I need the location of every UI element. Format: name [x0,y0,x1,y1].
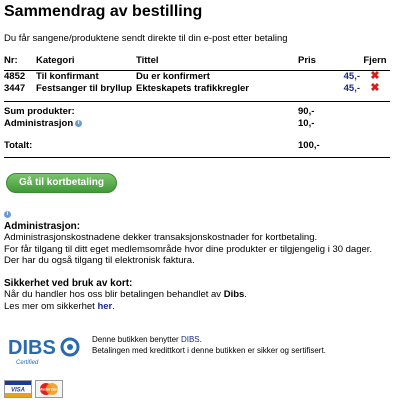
row-nr: 4852 [4,71,26,82]
divider [4,157,390,158]
header-kategori: Kategori [36,55,136,71]
table-header-row [4,55,390,71]
total-row [4,140,390,152]
mastercard-icon [35,380,63,398]
row-kategori: Til konfirmant [36,71,99,82]
info-icon[interactable]: i [75,120,82,127]
accepted-cards [4,380,394,398]
dibs-logo [6,330,86,370]
svg-text:DIBS: DIBS [8,337,56,359]
summary-row [4,118,390,130]
security-heading: Sikkerhet ved bruk av kort: [4,277,133,289]
total-label: Totalt: [4,140,33,151]
divider [4,101,390,102]
security-readmore-text: Les mer om sikkerhet [4,300,98,312]
row-pris: 45,- [343,83,360,94]
row-pris: 45,- [343,71,360,82]
remove-icon[interactable]: ✖ [370,70,380,82]
admin-heading: Administrasjon: [4,220,81,232]
table-row [4,83,390,95]
row-kategori: Festsanger til bryllup [36,83,133,94]
order-table [4,55,390,95]
header-nr: Nr: [4,55,36,71]
table-row [4,71,390,84]
sum-label: Sum produkter: [4,106,75,117]
svg-text:MasterCard: MasterCard [39,387,59,392]
header-tittel: Tittel [136,55,298,71]
summary-table [4,106,390,152]
remove-icon[interactable]: ✖ [370,83,380,94]
svg-text:VISA: VISA [10,387,26,394]
admin-line: For får tilgang til ditt eget medlemsområde hvor dine produkter er tilgjengelig i 30 dager. [4,243,373,255]
admin-info-section [4,209,394,267]
sum-value: 90,- [298,106,315,117]
admin-line: Der har du også tilgang til elektronisk faktura. [4,255,195,266]
summary-row [4,106,390,118]
dibs-text: Denne butikken benytter [92,335,181,344]
security-read-more-link[interactable]: her [97,300,113,312]
dibs-info: DIBS Certified Denne butikken benytter DIBS. Betalingen med kredittkort i denne butikken er sikker og sertifisert. [4,330,394,370]
info-icon: i [4,211,11,218]
header-pris: Pris [298,55,360,71]
admin-value: 10,- [298,118,315,129]
header-fjern: Fjern [360,55,390,71]
visa-card-icon [4,380,32,398]
row-nr: 3447 [4,83,26,94]
intro-text: Du får sangene/produktene sendt direkte til din e-post etter betaling [4,33,288,44]
dibs-secure-text: Betalingen med kredittkort i denne butikken er sikker og sertifisert. [92,346,326,355]
order-summary-page [4,2,394,398]
security-section: Sikkerhet ved bruk av kort: Når du handler hos oss blir betalingen behandlet av Dibs. Les mer om sikkerhet her. [4,278,394,313]
row-tittel: Du er konfirmert [136,71,210,82]
total-value: 100,- [298,140,320,151]
dibs-name: Dibs [223,289,245,300]
row-tittel: Ekteskapets trafikkregler [136,83,250,94]
security-text: Når du handler hos oss blir betalingen behandlet av [4,289,224,300]
go-to-card-payment-button[interactable]: Gå til kortbetaling [6,173,117,193]
page-title: Sammendrag av bestilling [4,3,203,20]
dibs-link[interactable]: DIBS [180,335,200,344]
admin-label: Administrasjon [4,118,74,129]
svg-text:Certified: Certified [16,360,39,366]
admin-line: Administrasjonskostnadene dekker transaksjonskostnader for kortbetaling. [4,232,318,243]
